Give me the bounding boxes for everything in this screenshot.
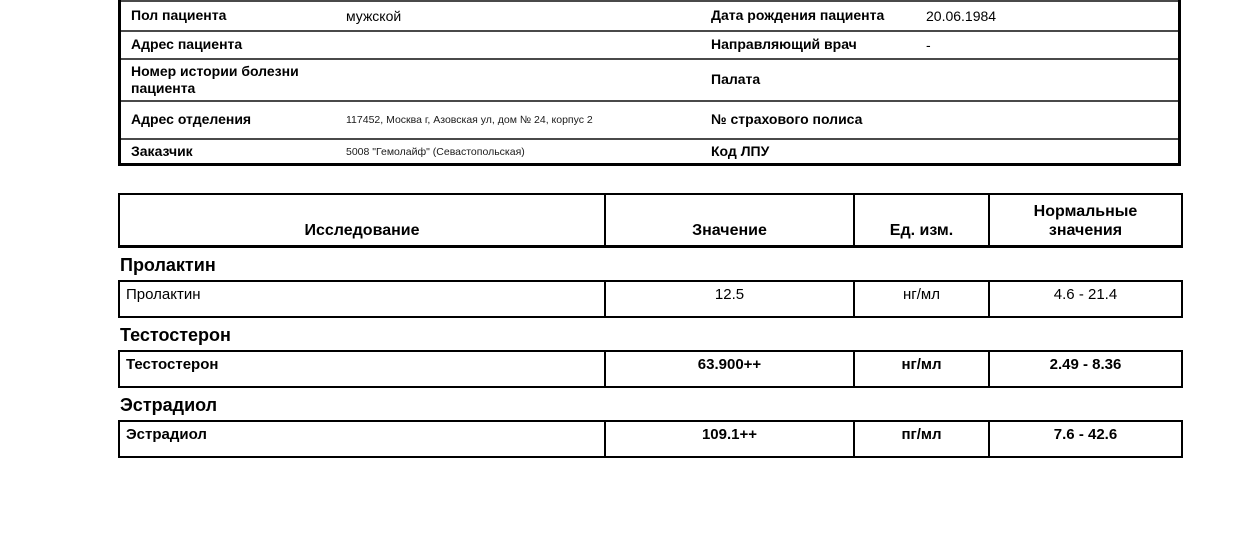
history-number-label: Номер истории болезни пациента xyxy=(131,62,299,96)
patient-address-label: Адрес пациента xyxy=(131,36,243,53)
result-row-estradiol xyxy=(118,420,1183,458)
patient-info-table xyxy=(118,0,1181,166)
info-row-gender-dob xyxy=(121,0,1178,30)
ward-label: Палата xyxy=(711,71,761,88)
patient-gender-value: мужской xyxy=(346,8,402,24)
header-test: Исследование xyxy=(304,221,420,239)
result-value-cell: 109.1++ xyxy=(604,422,853,456)
patient-gender-label: Пол пациента xyxy=(131,7,227,24)
lpu-code-label: Код ЛПУ xyxy=(711,142,770,159)
section-title-testosterone: Тестостерон xyxy=(120,325,231,345)
header-normal-text: Нормальные значения xyxy=(1033,203,1138,239)
info-row-department-policy xyxy=(121,100,1178,138)
result-normal-cell: 7.6 - 42.6 xyxy=(988,422,1181,456)
result-normal-cell: 4.6 - 21.4 xyxy=(988,282,1181,316)
result-name-cell: Тестостерон xyxy=(126,356,219,373)
result-value-cell: 12.5 xyxy=(604,282,853,316)
result-value-cell: 63.900++ xyxy=(604,352,853,386)
result-normal-cell: 2.49 - 8.36 xyxy=(988,352,1181,386)
customer-label: Заказчик xyxy=(131,142,193,159)
info-row-address-doctor xyxy=(121,30,1178,58)
patient-dob-label: Дата рождения пациента xyxy=(711,7,885,24)
insurance-policy-label: № страхового полиса xyxy=(711,111,863,128)
result-name-cell: Эстрадиол xyxy=(126,426,207,443)
section-title-estradiol: Эстрадиол xyxy=(120,395,218,415)
referring-doctor-value: - xyxy=(926,37,931,53)
results-table xyxy=(118,193,1183,458)
customer-value: 5008 "Гемолайф" (Севастопольская) xyxy=(346,145,525,158)
result-units-cell: нг/мл xyxy=(853,352,988,386)
result-units-cell: пг/мл xyxy=(853,422,988,456)
section-title-prolactin: Пролактин xyxy=(120,255,216,275)
patient-dob-value: 20.06.1984 xyxy=(926,8,997,24)
result-row-testosterone xyxy=(118,350,1183,388)
header-value: Значение xyxy=(604,195,853,245)
results-header-row xyxy=(118,193,1183,248)
referring-doctor-label: Направляющий врач xyxy=(711,36,857,53)
department-address-label: Адрес отделения xyxy=(131,111,252,128)
department-address-value: 117452, Москва г, Азовская ул, дом № 24, корпус 2 xyxy=(346,114,593,126)
result-name-cell: Пролактин xyxy=(126,286,201,303)
info-row-history-ward xyxy=(121,58,1178,100)
result-row-prolactin xyxy=(118,280,1183,318)
header-units: Ед. изм. xyxy=(853,195,988,245)
header-normal xyxy=(988,195,1181,245)
info-row-customer-code xyxy=(121,138,1178,163)
result-units-cell: нг/мл xyxy=(853,282,988,316)
